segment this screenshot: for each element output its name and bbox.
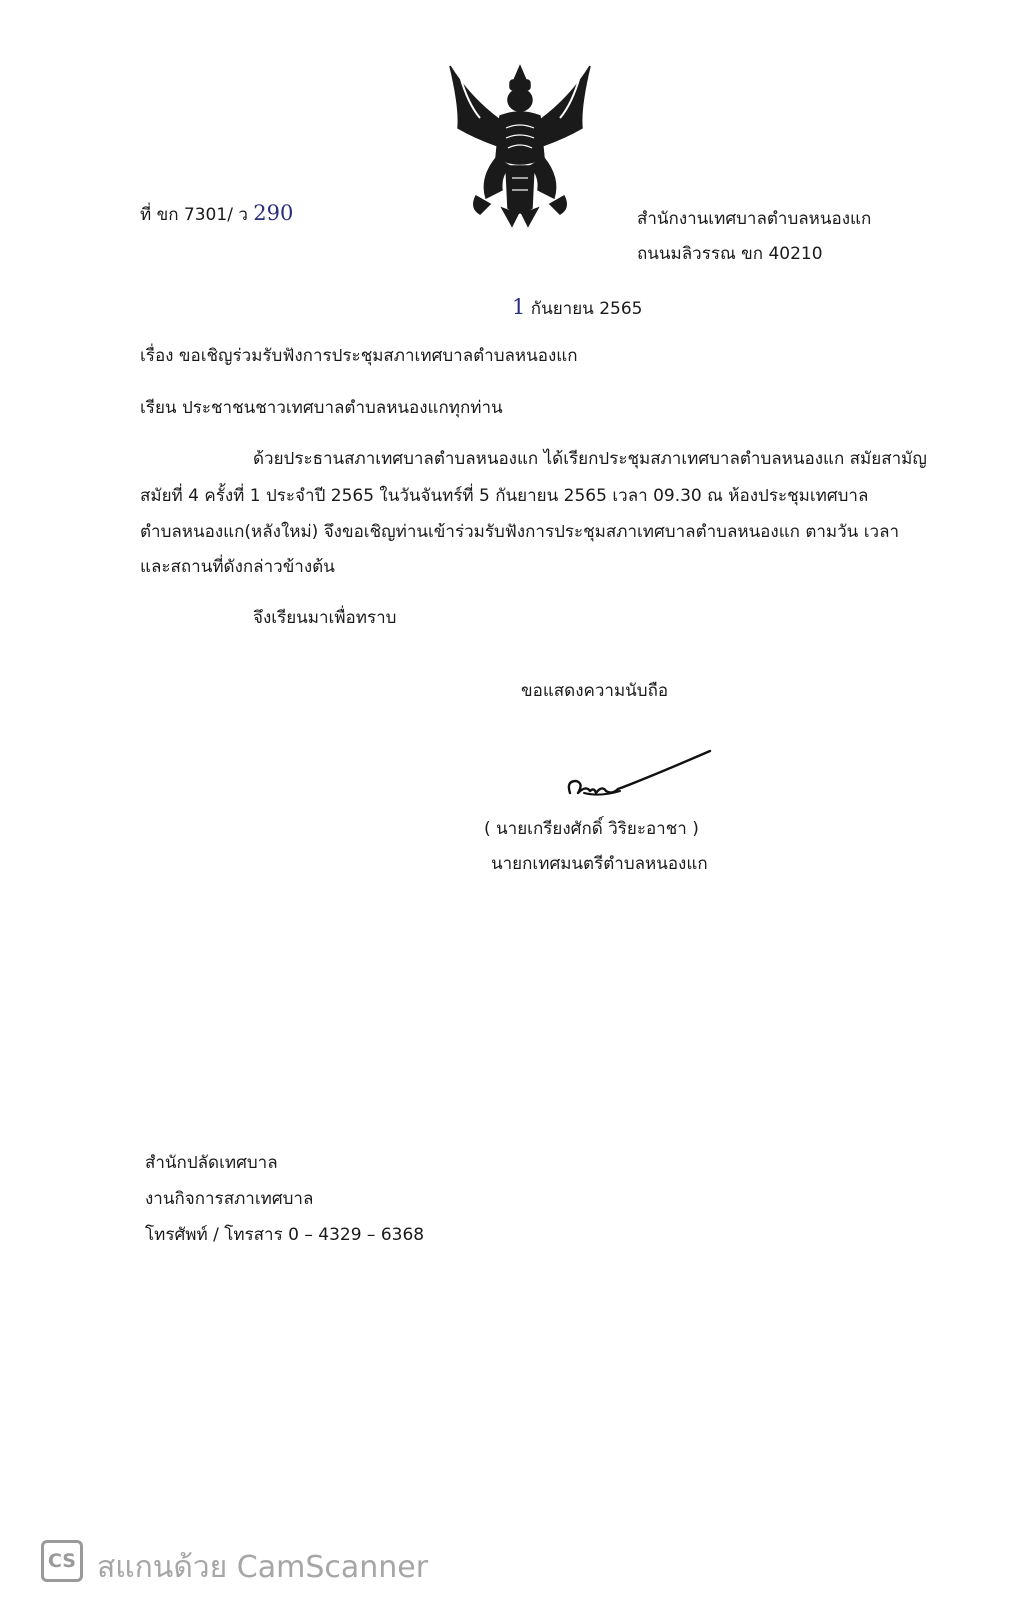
handwritten-signature [560,745,740,815]
body-line-2: สมัยที่ 4 ครั้งที่ 1 ประจำปี 2565 ในวันจันทร์ที่ 5 กันยายน 2565 เวลา 09.30 ณ ห้องประชุมเทศบาล [140,486,869,506]
body-line-3: ตำบลหนองแก(หลังใหม่) จึงขอเชิญท่านเข้าร่วมรับฟังการประชุมสภาเทศบาลตำบลหนองแก ตามวัน เวลา [140,522,900,542]
body-line-4: และสถานที่ดังกล่าวข้างต้น [140,557,335,577]
reference-number [140,202,293,226]
office-address: ถนนมลิวรรณ ขก 40210 [637,244,823,264]
date-month-year: กันยายน 2565 [530,299,643,319]
salutation: ขอแสดงความนับถือ [521,681,669,701]
subject-line [140,345,578,367]
subject-text: ขอเชิญร่วมรับฟังการประชุมสภาเทศบาลตำบลหนองแก [178,346,578,366]
signatory-name: ( นายเกรียงศักดิ์ วิริยะอาชา ) [484,819,699,839]
reference-prefix: ที่ ขก 7301/ ว [140,205,248,225]
subject-label: เรื่อง [140,346,174,366]
footer-section: งานกิจการสภาเทศบาล [145,1189,314,1209]
recipient-line [140,397,503,419]
closing-request: จึงเรียนมาเพื่อทราบ [253,608,397,628]
signatory-position: นายกเทศมนตรีตำบลหนองแก [491,854,708,874]
footer-department: สำนักปลัดเทศบาล [145,1153,278,1173]
camscanner-logo-icon: CS [41,1540,83,1582]
document-date [512,296,642,320]
camscanner-watermark-text: สแกนด้วย CamScanner [97,1550,429,1585]
footer-contact: โทรศัพท์ / โทรสาร 0 – 4329 – 6368 [145,1225,425,1245]
body-line-1: ด้วยประธานสภาเทศบาลตำบลหนองแก ได้เรียกประชุมสภาเทศบาลตำบลหนองแก สมัยสามัญ [253,449,927,469]
reference-handwritten-number: 290 [253,201,294,225]
garuda-emblem-icon [440,58,600,230]
office-name: สำนักงานเทศบาลตำบลหนองแก [637,209,872,229]
recipient-text: ประชาชนชาวเทศบาลตำบลหนองแกทุกท่าน [181,398,503,418]
date-day-handwritten: 1 [512,295,526,319]
recipient-label: เรียน [140,398,177,418]
